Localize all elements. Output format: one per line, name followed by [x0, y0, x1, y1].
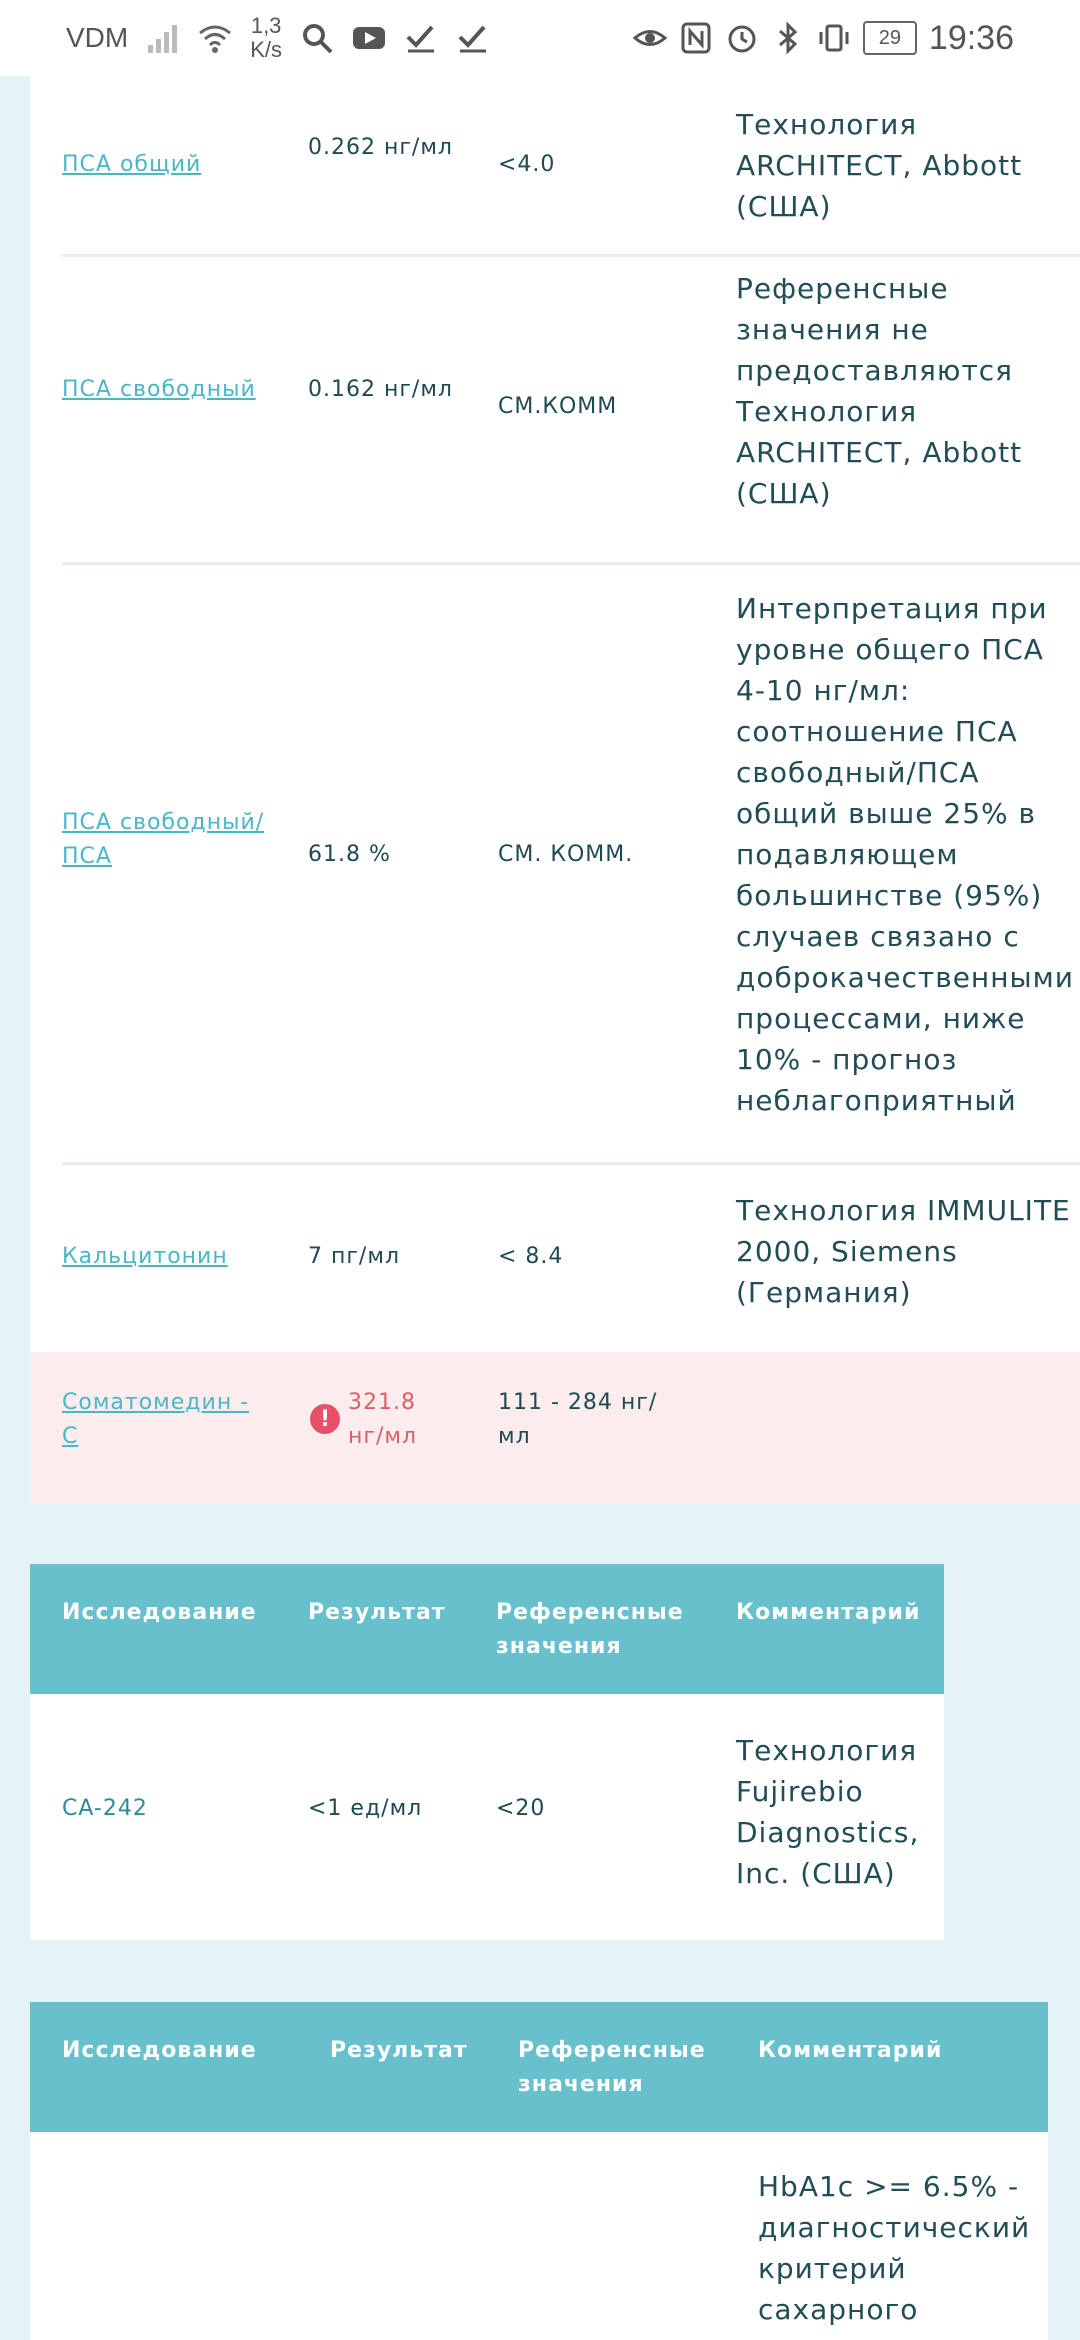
- eye-icon: [633, 21, 667, 55]
- header-comment: Комментарий: [736, 1600, 921, 1625]
- header-test: Исследование: [62, 1600, 257, 1625]
- reference-value: < 8.4: [498, 1244, 564, 1269]
- vibrate-icon: [817, 21, 851, 55]
- network-speed: 1,3 K/s: [250, 13, 283, 62]
- results-table-1: [30, 76, 1080, 1352]
- comment-text: Интерпретация при уровне общего ПСА 4-10 нг/мл: соотношение ПСА свободный/ПСА общий выше 25% в подавляющем большинстве (95%) случаев связано с доброкачественными процессами, ниже 10% - прогноз неблагоприятный: [736, 592, 1074, 1117]
- header-comment: Комментарий: [758, 2038, 943, 2063]
- reference-value: 111 - 284 нг/мл: [498, 1390, 658, 1449]
- youtube-icon: [352, 21, 386, 55]
- test-link-psa-free[interactable]: ПСА свободный: [62, 377, 256, 402]
- alarm-icon: [725, 21, 759, 55]
- result-value: 61.8 %: [308, 842, 391, 867]
- result-value: <1 ед/мл: [308, 1796, 423, 1821]
- test-link-psa-ratio[interactable]: ПСА свободный/ПСА: [62, 810, 265, 869]
- table-row: [62, 254, 1080, 565]
- comment-text: Технология Fujirebio Diagnostics, Inc. (США): [736, 1734, 920, 1890]
- results-table-3: [30, 2002, 1048, 2340]
- test-name: CA-242: [62, 1796, 148, 1821]
- signal-icon: [146, 21, 180, 55]
- result-value: 0.162 нг/мл: [308, 377, 453, 402]
- warning-icon: !: [310, 1404, 340, 1434]
- result-value: 7 пг/мл: [308, 1244, 401, 1269]
- comment-text: HbA1c >= 6.5% - диагностический критерий сахарного: [758, 2170, 1031, 2326]
- table-header: [30, 2002, 1048, 2132]
- test-link-calcitonin[interactable]: Кальцитонин: [62, 1244, 228, 1269]
- reference-value: <20: [496, 1796, 546, 1821]
- clock: 19:36: [928, 18, 1014, 57]
- reference-value: СМ.КОММ: [498, 394, 618, 419]
- search-icon: [300, 21, 334, 55]
- reference-value: <4.0: [498, 152, 556, 177]
- test-link-psa-total[interactable]: ПСА общий: [62, 152, 202, 177]
- header-result: Результат: [330, 2038, 468, 2063]
- check-icon: [404, 21, 438, 55]
- result-value: 0.262 нг/мл: [308, 135, 453, 160]
- comment-text: Технология ARCHITECT, Abbott (США): [736, 108, 1023, 223]
- header-reference: Референсные значения: [496, 1600, 684, 1659]
- check-icon: [456, 21, 490, 55]
- table-row: [62, 76, 1080, 257]
- comment-text: Референсные значения не предоставляются Технология ARCHITECT, Abbott (США): [736, 272, 1023, 510]
- header-result: Результат: [308, 1600, 446, 1625]
- carrier-label: VDM: [66, 22, 129, 53]
- table-row: [62, 1162, 1080, 1352]
- result-value-abnormal: 321.8 нг/мл: [348, 1390, 418, 1449]
- battery-icon: 29: [863, 21, 917, 55]
- table-row: [62, 562, 1080, 1165]
- bluetooth-icon: [771, 21, 805, 55]
- header-reference: Референсные значения: [518, 2038, 706, 2097]
- table-row-alert: [30, 1352, 1080, 1504]
- test-link-somatomedin[interactable]: Соматомедин - С: [62, 1390, 250, 1449]
- status-bar: [0, 0, 1080, 76]
- reference-value: СМ. КОММ.: [498, 842, 634, 867]
- nfc-icon: [679, 21, 713, 55]
- results-table-2: [30, 1564, 944, 1940]
- wifi-icon: [198, 21, 232, 55]
- table-header: [30, 1564, 944, 1694]
- comment-text: Технология IMMULITE 2000, Siemens (Германия): [736, 1194, 1071, 1309]
- header-test: Исследование: [62, 2038, 257, 2063]
